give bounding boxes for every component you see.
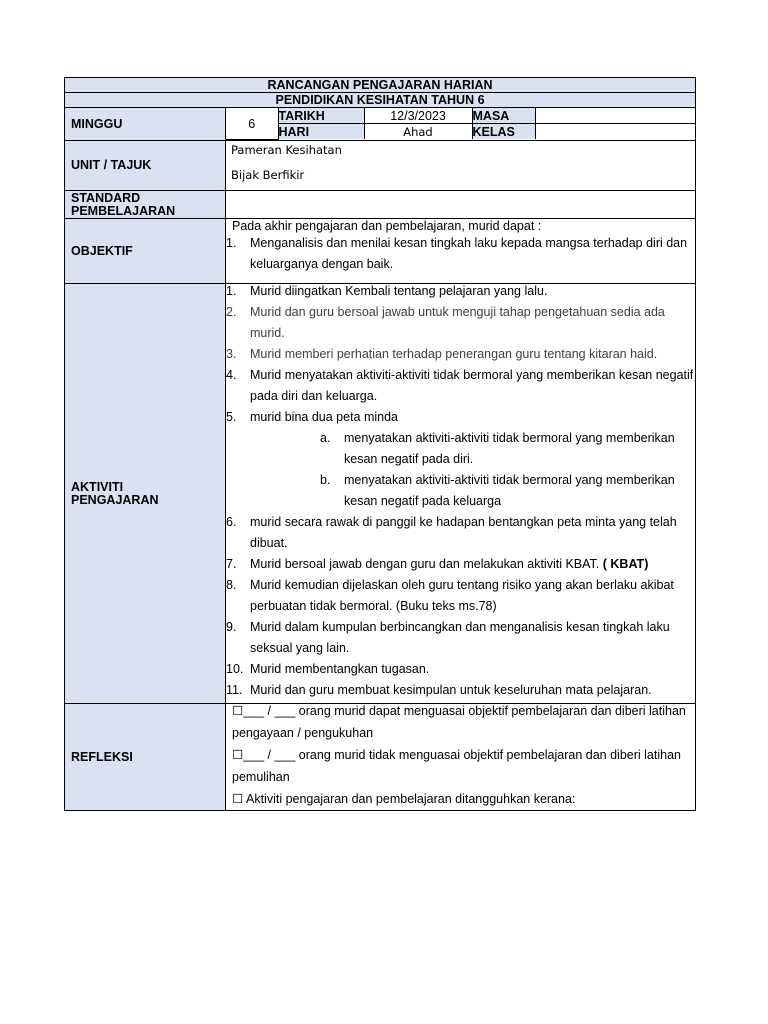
aktiviti-subitem-a: a. menyatakan aktiviti-aktiviti tidak bermoral yang memberikan kesan negatif pada diri. — [320, 431, 675, 466]
aktiviti-item-1: 1. Murid diingatkan Kembali tentang pelajaran yang lalu. — [226, 284, 548, 298]
minggu-info-cell — [226, 108, 696, 141]
document-title: RANCANGAN PENGAJARAN HARIAN — [65, 78, 696, 93]
objektif-list — [226, 233, 695, 275]
unit-cell — [226, 141, 696, 191]
tarikh-value: 12/3/2023 — [364, 108, 472, 124]
aktiviti-list — [226, 281, 695, 701]
hari-value: Ahad — [364, 124, 472, 140]
standard-label: STANDARD PEMBELAJARAN — [65, 191, 226, 219]
aktiviti-sublist — [250, 428, 695, 512]
aktiviti-item-11: 11. Murid dan guru membuat kesimpulan untuk keseluruhan mata pelajaran. — [226, 683, 652, 697]
objektif-item: 1. Menganalisis dan menilai kesan tingkah laku kepada mangsa terhadap diri dan keluarganya dengan baik. — [226, 236, 688, 271]
aktiviti-item-3: 3. Murid memberi perhatian terhadap penerangan guru tentang kitaran haid. — [226, 347, 658, 361]
masa-label: MASA — [472, 108, 535, 124]
unit-label: UNIT / TAJUK — [65, 141, 226, 191]
refleksi-cell — [226, 704, 696, 811]
minggu-value: 6 — [226, 108, 278, 139]
refleksi-line-3: ☐ Aktiviti pengajaran dan pembelajaran ditangguhkan kerana: — [232, 792, 576, 806]
aktiviti-item-8: 8. Murid kemudian dijelaskan oleh guru tentang risiko yang akan berlaku akibat perbuatan tidak bermoral. (Buku teks ms.78) — [226, 578, 674, 613]
refleksi-line-1: ☐___ / ___ orang murid dapat menguasai objektif pembelajaran dan diberi latihan pengayaan / pengukuhan — [232, 704, 686, 740]
kelas-label: KELAS — [472, 124, 535, 140]
aktiviti-item-7: 7. Murid bersoal jawab dengan guru dan melakukan aktiviti KBAT. ( KBAT) — [226, 557, 649, 571]
objektif-label: OBJEKTIF — [65, 219, 226, 284]
standard-value — [226, 191, 696, 219]
lesson-plan-document — [64, 77, 695, 811]
aktiviti-item-5: 5. murid bina dua peta minda a. menyatakan aktiviti-aktiviti tidak bermoral yang memberikan kesan negatif pada diri. b. menyatakan aktiviti-aktiviti tidak bermoral yang memberikan kesan negatif pada keluarga — [226, 407, 695, 512]
kbat-tag: ( KBAT) — [602, 557, 649, 571]
aktiviti-cell — [226, 284, 696, 704]
lesson-plan-table — [64, 77, 696, 811]
aktiviti-item-10: 10. Murid membentangkan tugasan. — [226, 662, 430, 676]
refleksi-line-2: ☐___ / ___ orang murid tidak menguasai objektif pembelajaran dan diberi latihan pemulihan — [232, 748, 681, 784]
aktiviti-item-9: 9. Murid dalam kumpulan berbincangkan dan menganalisis kesan tingkah laku seksual yang lain. — [226, 620, 670, 655]
minggu-info-grid — [226, 108, 695, 140]
kelas-value — [535, 124, 695, 140]
minggu-label: MINGGU — [65, 108, 226, 141]
aktiviti-item-2: 2. Murid dan guru bersoal jawab untuk menguji tahap pengetahuan sedia ada murid. — [226, 305, 665, 340]
masa-value — [535, 108, 695, 124]
unit-line-2: Bijak Berfikir — [231, 168, 305, 182]
tarikh-label: TARIKH — [278, 108, 364, 124]
hari-label: HARI — [278, 124, 364, 140]
objektif-intro: Pada akhir pengajaran dan pembelajaran, murid dapat : — [232, 219, 542, 233]
refleksi-content — [226, 700, 695, 810]
aktiviti-subitem-b: b. menyatakan aktiviti-aktiviti tidak bermoral yang memberikan kesan negatif pada keluarga — [320, 473, 675, 508]
refleksi-label: REFLEKSI — [65, 704, 226, 811]
objektif-cell — [226, 219, 696, 284]
document-subtitle: PENDIDIKAN KESIHATAN TAHUN 6 — [65, 93, 696, 108]
unit-line-1: Pameran Kesihatan — [231, 143, 342, 157]
aktiviti-item-4: 4. Murid menyatakan aktiviti-aktiviti tidak bermoral yang memberikan kesan negatif pada diri dan keluarga. — [226, 368, 694, 403]
aktiviti-item-6: 6. murid secara rawak di panggil ke hadapan bentangkan peta minta yang telah dibuat. — [226, 515, 677, 550]
aktiviti-label: AKTIVITI PENGAJARAN — [65, 284, 226, 704]
